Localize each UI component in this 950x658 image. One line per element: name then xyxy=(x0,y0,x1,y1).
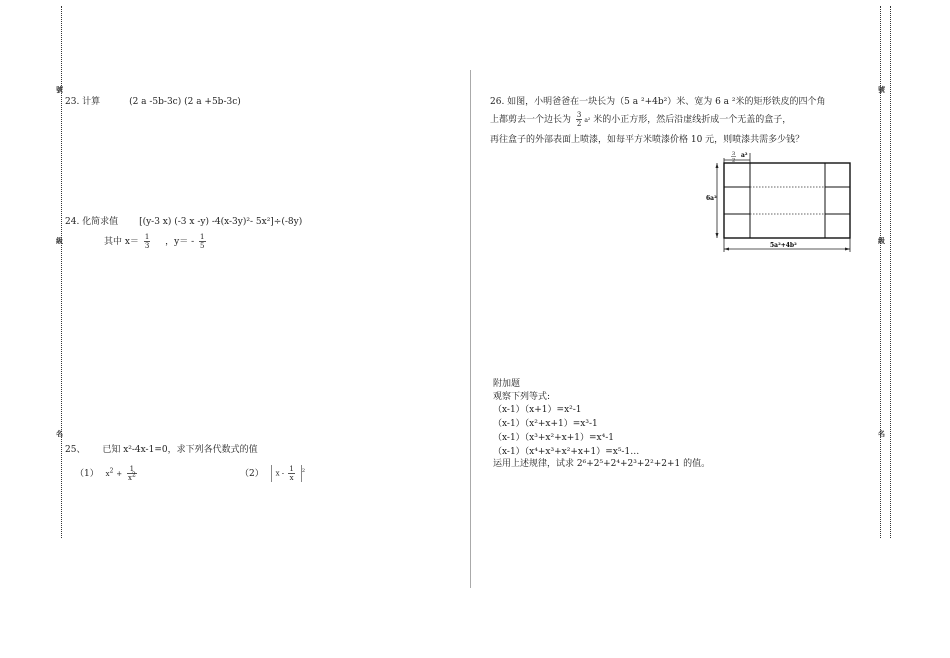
q25-p1-fraction: $\frac{1}{x^2}$ xyxy=(128,465,136,482)
figure-side-arrow-down xyxy=(716,233,719,238)
q25-part-2: （2） x - $\frac{1}{x}$ $^2$ xyxy=(240,465,306,482)
q25-label: 25、 xyxy=(65,445,86,455)
left-margin-mark: 名 xyxy=(56,429,63,438)
q25-p1-var: $x^2$ xyxy=(105,467,114,478)
question-25 xyxy=(65,444,258,456)
q26-line-2: 上都剪去一个边长为 $\frac{3}{2}$ a² 米的小正方形，然后沿虚线折成一个无盖的盒子， xyxy=(490,111,792,128)
figure-top-frac-num: 3 xyxy=(732,151,736,157)
q24-expression: [(y-3 x) (-3 x -y) -4(x-3y)²- 5x²]÷(-8y) xyxy=(139,217,303,227)
left-margin-mark: 級 xyxy=(56,236,63,245)
figure-side-label: 6a² xyxy=(706,195,717,202)
question-23 xyxy=(65,96,241,108)
figure-bottom-arrow-left xyxy=(724,248,729,251)
q26-line-1: 26. 如图，小明爸爸在一块长为（5 a ²+4b²）米、宽为 6 a ²米的矩形铁皮的四个角 xyxy=(490,97,826,107)
box-net-figure xyxy=(700,148,860,260)
q23-label: 23. 计算 xyxy=(65,97,101,107)
extra-line-4: （x-1）（x⁴+x³+x²+x+1）=x⁵-1… xyxy=(493,447,640,457)
right-binding-line-2 xyxy=(890,6,891,538)
q24-y-prefix: ，y＝ - xyxy=(165,237,195,247)
figure-bottom-arrow-right xyxy=(845,248,850,251)
figure-bottom-label: 5a²+4b² xyxy=(770,242,797,249)
question-24 xyxy=(65,216,302,228)
extra-line-2: （x-1）（x²+x+1）=x³-1 xyxy=(493,419,598,429)
left-margin-mark: 號 xyxy=(56,85,63,94)
q24-label: 24. 化简求值 xyxy=(65,217,119,227)
right-margin-mark: 名 xyxy=(878,429,885,438)
right-margin-mark: 號 xyxy=(878,85,885,94)
q25-p2-label: （2） xyxy=(240,469,264,479)
q24-condition xyxy=(104,233,208,250)
figure-top-frac-den: 2 xyxy=(732,157,736,164)
q25-text: 已知 x²-4x-1=0，求下列各代数式的值 xyxy=(102,445,258,455)
extra-line-3: （x-1）（x³+x²+x+1）=x⁴-1 xyxy=(493,433,614,443)
extra-line-1: （x-1）（x+1）=x²-1 xyxy=(493,405,582,415)
q24-y-fraction: $\frac{1}{5}$ xyxy=(200,233,205,250)
q25-p1-plus: + xyxy=(116,470,123,478)
column-divider xyxy=(470,70,471,588)
q23-expression: (2 a -5b-3c) (2 a +5b-3c) xyxy=(129,97,241,107)
right-margin-mark: 級 xyxy=(878,236,885,245)
figure-top-label: a² xyxy=(741,152,748,159)
q26-side-fraction: $\frac{3}{2}$ xyxy=(576,111,582,128)
q25-p1-label: （1） xyxy=(75,469,99,479)
q25-p2-fraction: $\frac{1}{x}$ xyxy=(289,465,294,482)
q24-where-prefix: 其中 x＝ xyxy=(104,237,139,247)
q26-line-3: 再往盒子的外部表面上喷漆，如每平方米喷漆价格 10 元，则喷漆共需多少钱？ xyxy=(490,135,805,145)
q25-p2-paren: x - $\frac{1}{x}$ xyxy=(271,465,302,482)
figure-side-arrow-up xyxy=(716,163,719,168)
q25-part-1 xyxy=(75,465,139,482)
q24-x-fraction: $\frac{1}{3}$ xyxy=(144,233,150,250)
extra-task: 运用上述规律，试求 2⁶+2⁵+2⁴+2³+2²+2+1 的值。 xyxy=(493,459,711,469)
extra-title: 附加题 xyxy=(493,379,521,389)
extra-intro: 观察下列等式: xyxy=(493,392,551,402)
figure-outer-rect xyxy=(724,163,850,238)
